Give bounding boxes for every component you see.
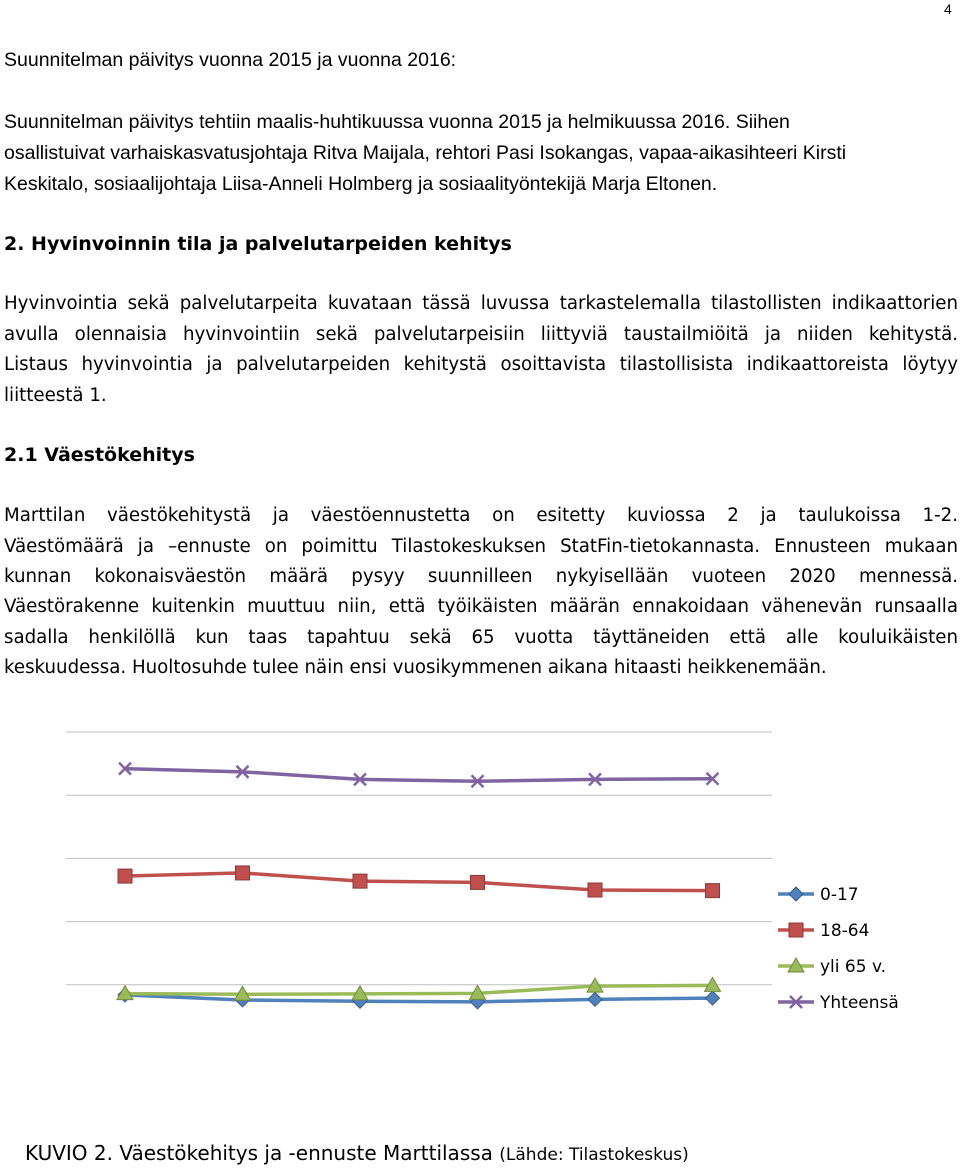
chart-series-line-yli-65-v- — [125, 985, 713, 994]
section-2-1-paragraph-line: Väestömäärä ja –ennuste on poimittu Tilastokeskuksen StatFin-tietokannasta. Ennusteen mukaan — [4, 536, 958, 557]
section-2-1-paragraph-line: keskuudessa. Huoltosuhde tulee näin ensi vuosikymmenen aikana hitaasti heikkenemään. — [4, 657, 827, 678]
legend-label-18-64: 18-64 — [820, 921, 870, 941]
chart-marker-0-17 — [588, 992, 602, 1006]
chart-marker-18-64 — [789, 923, 803, 937]
section-2-paragraph-line: avulla olennaisia hyvinvointiin sekä palvelutarpeisiin liittyviä taustailmiöitä ja niiden kehitystä. — [4, 324, 958, 345]
update-section-title: Suunnitelman päivitys vuonna 2015 ja vuonna 2016: — [4, 49, 457, 71]
section-2-heading: 2. Hyvinvoinnin tila ja palvelutarpeiden kehitys — [4, 233, 512, 255]
chart-marker-18-64 — [706, 884, 720, 898]
chart-marker-18-64 — [588, 883, 602, 897]
update-paragraph-line: Keskitalo, sosiaalijohtaja Liisa-Anneli Holmberg ja sosiaalityöntekijä Marja Eltonen. — [4, 173, 718, 195]
legend-label-yhteens-: Yhteensä — [820, 993, 899, 1013]
population-chart-svg — [0, 720, 960, 1110]
section-2-1-heading: 2.1 Väestökehitys — [4, 444, 195, 466]
chart-series-line-18-64 — [125, 873, 713, 891]
figure-caption-main: KUVIO 2. Väestökehitys ja -ennuste Marttilassa — [25, 1141, 493, 1165]
page-number: 4 — [944, 1, 952, 17]
chart-marker-0-17 — [789, 887, 803, 901]
section-2-1-paragraph-line: Väestörakenne kuitenkin muuttuu niin, että työikäisten määrän ennakoidaan vähenevän runsaalla — [4, 596, 958, 617]
update-paragraph-line: osallistuivat varhaiskasvatusjohtaja Ritva Maijala, rehtori Pasi Isokangas, vapaa-aikasihteeri Kirsti — [4, 142, 847, 164]
legend-label-0-17: 0-17 — [820, 885, 859, 905]
section-2-1-paragraph-line: sadalla henkilöllä kun taas tapahtuu sekä 65 vuotta täyttäneiden että alle kouluikäisten — [4, 627, 958, 648]
section-2-paragraph-line: Listaus hyvinvointia ja palvelutarpeiden kehitystä osoittavista tilastollisista indikaattoreista löytyy — [4, 354, 958, 375]
section-2-1-paragraph-line: kunnan kokonaisväestön määrä pysyy suunnilleen nykyisellään vuoteen 2020 mennessä. — [4, 566, 958, 587]
update-paragraph-line: Suunnitelman päivitys tehtiin maalis-huhtikuussa vuonna 2015 ja helmikuussa 2016. Siihen — [4, 111, 790, 133]
figure-caption — [25, 1140, 689, 1168]
population-chart — [0, 720, 960, 1110]
legend-label-yli-65-v-: yli 65 v. — [820, 957, 887, 977]
chart-marker-0-17 — [706, 991, 720, 1005]
section-2-paragraph-line: liitteestä 1. — [4, 385, 107, 406]
figure-caption-source: (Lähde: Tilastokeskus) — [499, 1145, 689, 1165]
section-2-paragraph-line: Hyvinvointia sekä palvelutarpeita kuvataan tässä luvussa tarkastelemalla tilastollisten indikaattorien — [4, 293, 958, 314]
chart-marker-18-64 — [118, 869, 132, 883]
chart-series-line-yhteens- — [125, 769, 713, 782]
chart-marker-18-64 — [236, 866, 250, 880]
section-2-1-paragraph-line: Marttilan väestökehitystä ja väestöennustetta on esitetty kuviossa 2 ja taulukoissa 1-2. — [4, 505, 958, 526]
chart-marker-18-64 — [471, 875, 485, 889]
chart-series-line-0-17 — [125, 995, 713, 1002]
chart-marker-18-64 — [353, 874, 367, 888]
